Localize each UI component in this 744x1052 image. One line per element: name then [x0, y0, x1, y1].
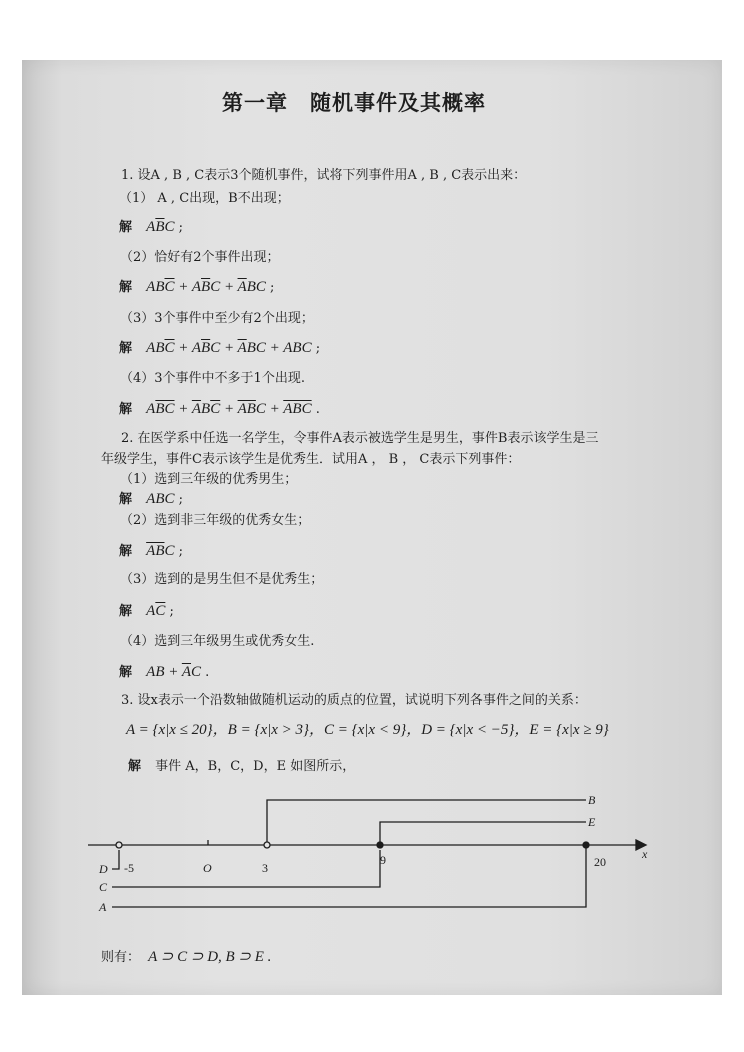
solution-label: 解	[119, 341, 133, 356]
q2-part1: （1）选到三年级的优秀男生；	[120, 472, 298, 487]
q2-part2: （2）选到非三年级的优秀女生；	[120, 513, 311, 528]
label-b: B	[588, 793, 596, 807]
tick-minus5: -5	[124, 861, 134, 875]
label-d: D	[99, 862, 108, 876]
q2-answer3: 解 $A\overline{C}$ ;	[119, 603, 174, 619]
q1-part3: （3）3个事件中至少有2个出现；	[120, 311, 314, 326]
q1-answer4: 解 $A\overline{BC} + \overline{A}B\overline{C} + \overline{AB}C + \overline{ABC}$ .	[119, 401, 320, 417]
q1-answer2: 解 $AB\overline{C} + A\overline{B}C + \overline{A}BC$ ;	[119, 279, 275, 295]
label-c: C	[99, 880, 108, 894]
q2-part3: （3）选到的是男生但不是优秀生；	[120, 572, 324, 587]
q1-part4: （4）3个事件中不多于1个出现.	[120, 371, 305, 386]
q2-part4: （4）选到三年级男生或优秀女生.	[120, 634, 315, 649]
tick-9: 9	[380, 853, 386, 867]
q2-answer1: 解 ABC ;	[119, 491, 184, 507]
event-e-line	[380, 822, 586, 845]
event-c-line	[112, 850, 380, 887]
solution-label: 解	[119, 492, 133, 507]
q1-part2: （2）恰好有2个事件出现；	[120, 250, 280, 265]
q2-answer4: 解 AB + $\overline{A}C$ .	[119, 664, 210, 680]
tick-3: 3	[262, 861, 268, 875]
solution-label: 解	[128, 759, 142, 774]
point-3	[264, 842, 270, 848]
solution-label: 解	[119, 544, 133, 559]
q1-answer1: 解 $A\overline{B}C$ ;	[119, 219, 184, 235]
q3-set-definitions: A = {x|x ≤ 20}，B = {x|x > 3}，C = {x|x < 9}，D = {x|x < −5}，E = {x|x ≥ 9}	[126, 722, 609, 738]
solution-label: 解	[119, 220, 133, 235]
q3-stem: 3. 设x表示一个沿数轴做随机运动的质点的位置，试说明下列各事件之间的关系：	[121, 693, 587, 708]
point-minus5	[116, 842, 122, 848]
q2-answer2: 解 $\overline{AB}C$ ;	[119, 543, 184, 559]
solution-label: 解	[119, 604, 133, 619]
q1-answer3: 解 $AB\overline{C} + A\overline{B}C + \overline{A}BC$ + ABC ;	[119, 340, 321, 356]
tick-20: 20	[594, 855, 606, 869]
q2-stem-line1: 2. 在医学系中任选一名学生，令事件A表示被选学生是男生，事件B表示该学生是三	[121, 431, 599, 446]
q3-conclusion-prefix: 则有：	[101, 950, 141, 965]
solution-label: 解	[119, 280, 133, 295]
q3-conclusion-formula: A ⊃ C ⊃ D, B ⊃ E .	[148, 949, 272, 965]
label-a: A	[99, 900, 107, 914]
q2-stem-line2: 年级学生，事件C表示该学生是优秀生．试用A ， B ， C表示下列事件：	[101, 452, 521, 467]
q3-solution-text: 事件 A，B，C，D，E 如图所示，	[155, 759, 356, 774]
q1-part1: （1） A , C出现，B不出现；	[119, 191, 290, 206]
axis-label-x: x	[642, 847, 648, 861]
point-9	[377, 842, 383, 848]
event-d-line	[112, 850, 119, 869]
label-e: E	[588, 815, 596, 829]
solution-label: 解	[119, 665, 133, 680]
q3-conclusion	[101, 949, 271, 966]
tick-origin: O	[203, 861, 212, 875]
page-title: 第一章 随机事件及其概率	[222, 91, 486, 115]
event-a-line	[112, 845, 586, 907]
solution-label: 解	[119, 402, 133, 417]
q1-stem: 1. 设A , B , C表示3个随机事件，试将下列事件用A , B , C表示出来：	[121, 168, 527, 183]
point-20	[583, 842, 589, 848]
